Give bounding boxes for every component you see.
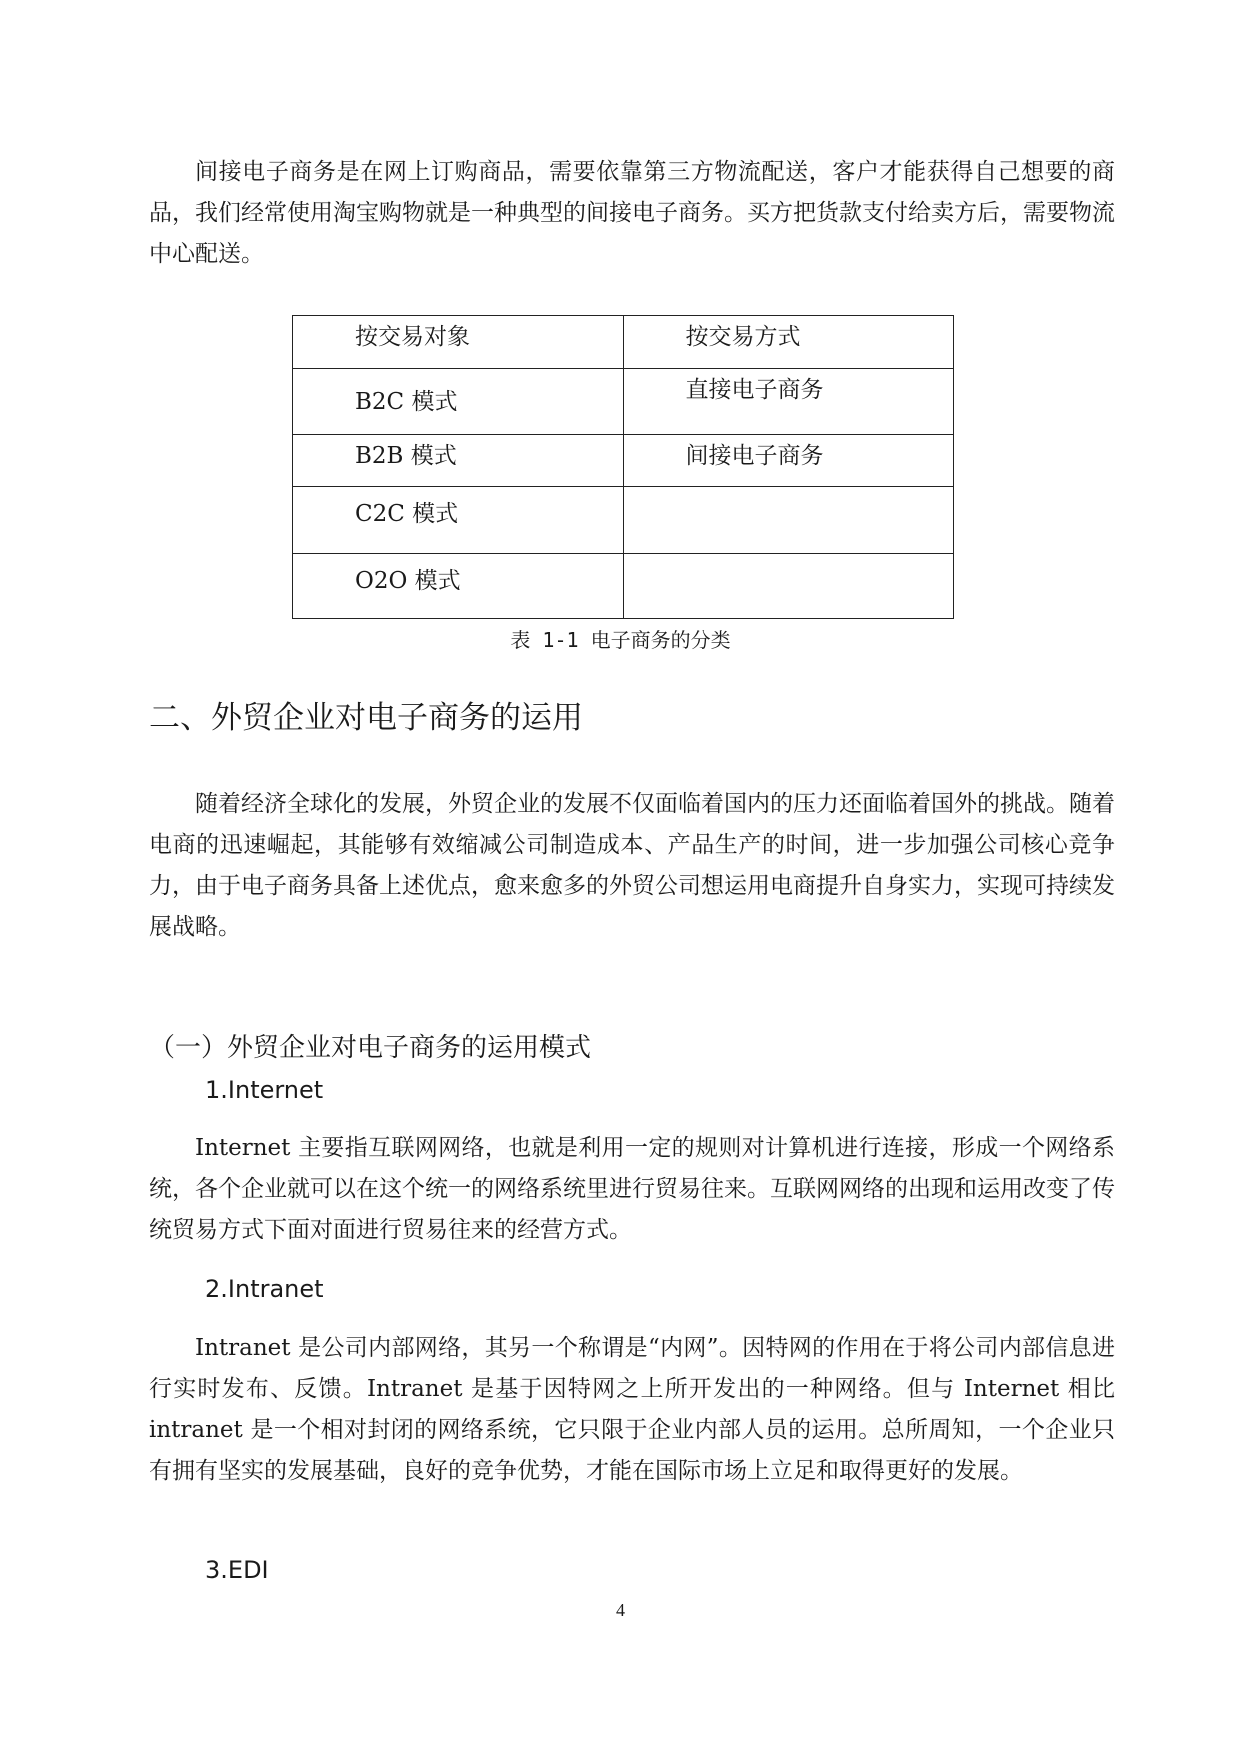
table-cell: 按交易方式 [623,316,954,369]
table-cell [623,487,954,554]
table-cell: 间接电子商务 [623,435,954,487]
table-cell [623,554,954,619]
table-row [293,554,954,619]
table-cell: B2B 模式 [293,435,624,487]
item-heading-intranet: 2.Intranet [205,1275,324,1303]
section-heading: 二、外贸企业对电子商务的运用 [149,700,583,736]
table-cell: O2O 模式 [293,554,624,619]
table-cell: 按交易对象 [293,316,624,369]
table-cell: B2C 模式 [293,369,624,435]
paragraph-intranet: Intranet 是公司内部网络，其另一个称谓是“内网”。因特网的作用在于将公司内部信息进行实时发布、反馈。Intranet 是基于因特网之上所开发出的一种网络。但与 Internet 相比 intranet 是一个相对封闭的网络系统，它只限于企业内部人员的运用。总所周知，一个企业只有拥有坚实的发展基础，良好的竞争优势，才能在国际市场上立足和取得更好的发展。 [149,1335,1115,1484]
ecommerce-classification-table [292,315,954,619]
table-row [293,316,954,369]
table-row [293,487,954,554]
table-row [293,369,954,435]
item-heading-internet: 1.Internet [205,1076,324,1104]
table-cell: 直接电子商务 [623,369,954,435]
subsection-heading: （一）外贸企业对电子商务的运用模式 [149,1033,592,1063]
table-caption: 表 1-1 电子商务的分类 [510,628,731,652]
table-row [293,435,954,487]
paragraph-section2-intro: 随着经济全球化的发展，外贸企业的发展不仅面临着国内的压力还面临着国外的挑战。随着电商的迅速崛起，其能够有效缩减公司制造成本、产品生产的时间，进一步加强公司核心竞争力，由于电子商务具备上述优点，愈来愈多的外贸公司想运用电商提升自身实力，实现可持续发展战略。 [149,791,1115,940]
paragraph-indirect-ecommerce: 间接电子商务是在网上订购商品，需要依靠第三方物流配送，客户才能获得自己想要的商品，我们经常使用淘宝购物就是一种典型的间接电子商务。买方把货款支付给卖方后，需要物流中心配送。 [149,159,1115,267]
item-heading-edi: 3.EDI [205,1556,269,1584]
paragraph-internet: Internet 主要指互联网网络，也就是利用一定的规则对计算机进行连接，形成一个网络系统，各个企业就可以在这个统一的网络系统里进行贸易往来。互联网网络的出现和运用改变了传统贸易方式下面对面进行贸易往来的经营方式。 [149,1135,1115,1243]
page-number: 4 [616,1600,625,1620]
table-cell: C2C 模式 [293,487,624,554]
